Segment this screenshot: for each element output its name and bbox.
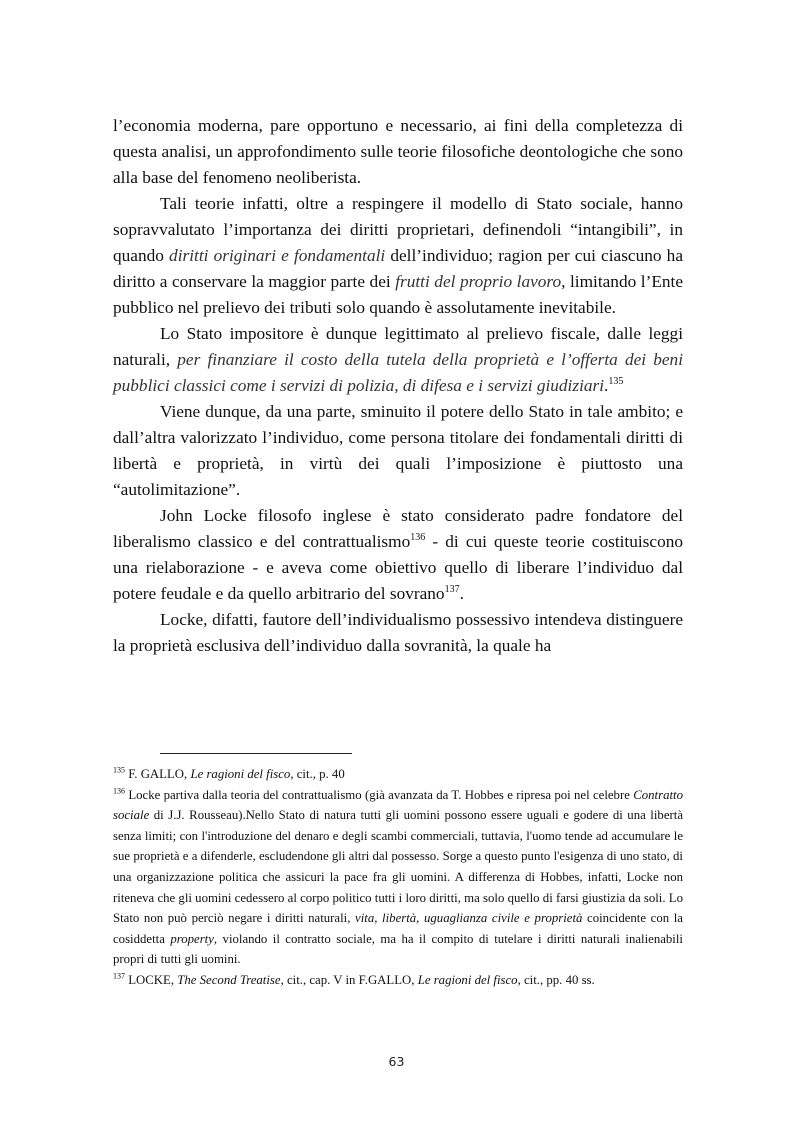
footnote-ref-136[interactable]: 136 — [410, 532, 426, 544]
page-number: 63 — [388, 1054, 405, 1069]
footnote-number: 137 — [113, 971, 125, 981]
paragraph-2: Tali teorie infatti, oltre a respingere il modello di Stato sociale, hanno sopravvalutato l’importanza dei diritti proprietari, definendoli “intangibili”, in quando diritti originari e fondamentali dell’individuo; ragion per cui ciascuno ha diritto a conservare la maggior parte dei frutti del proprio lavoro, limitando l’Ente pubblico nel prelievo dei tributi solo quando è assolutamente inevitabile. — [113, 194, 683, 317]
paragraph-6: Locke, difatti, fautore dell’individualismo possessivo intendeva distinguere la proprietà esclusiva dell’individuo dalla sovranità, la quale ha — [113, 610, 683, 655]
paragraph-5: John Locke filosofo inglese è stato considerato padre fondatore del liberalismo classico e del contrattualismo$^{136}$ - di cui queste teorie costituiscono una rielaborazione - e aveva come obiettivo quello di liberare l’individuo dal potere feudale e da quello arbitrario del sovrano$^{137}$. — [113, 506, 683, 603]
italic-phrase: frutti del proprio lavoro — [395, 272, 562, 291]
footnote-number: 136 — [113, 786, 125, 796]
main-text — [113, 113, 683, 659]
footnote-separator — [160, 753, 352, 754]
paragraph-4: Viene dunque, da una parte, sminuito il potere dello Stato in tale ambito; e dall’altra valorizzato l’individuo, come persona titolare dei fondamentali diritti di libertà e proprietà, in virtù dei quali l’imposizione è piuttosto una “autolimitazione”. — [113, 402, 683, 499]
footnote-135: $^{135}$ F. GALLO, Le ragioni del fisco, cit., p. 40 — [113, 765, 345, 781]
paragraph-1: l’economia moderna, pare opportuno e necessario, ai fini della completezza di questa analisi, un approfondimento sulle teorie filosofiche deontologiche che sono alla base del fenomeno neoliberista. — [113, 116, 683, 187]
footnote-136: $^{136}$ Locke partiva dalla teoria del contrattualismo (già avanzata da T. Hobbes e ripresa poi nel celebre Contratto sociale di J.J. Rousseau).Nello Stato di natura tutti gli uomini possono essere uguali e godere di una libertà senza limiti; con l'introduzione del denaro e degli scambi commerciali, tuttavia, l'uomo tende ad accumulare le sue proprietà e a difenderle, escludendone gli altri dal possesso. Sorge a questo punto l'esigenza di uno stato, di una organizzazione politica che assicuri la pace fra gli uomini. A differenza di Hobbes, infatti, Locke non riteneva che gli uomini cedessero al corpo politico tutti i loro diritti, ma solo quello di farsi giustizia da soli. Lo Stato non può perciò negare i diritti naturali, vita, libertà, uguaglianza civile e proprietà coincidente con la cosiddetta property, violando il contratto sociale, ma ha il compito di tutelare i diritti naturali inalienabili propri di tutti gli uomini. — [113, 786, 683, 967]
italic-phrase: diritti originari e fondamentali — [169, 246, 386, 265]
footnotes — [113, 764, 683, 991]
footnote-ref-135[interactable]: 135 — [608, 376, 624, 388]
footnote-137: $^{137}$ LOCKE, The Second Treatise, cit., cap. V in F.GALLO, Le ragioni del fisco, cit., pp. 40 ss. — [113, 971, 595, 987]
paragraph-3: Lo Stato impositore è dunque legittimato al prelievo fiscale, dalle leggi naturali, per finanziare il costo della tutela della proprietà e l’offerta dei beni pubblici classici come i servizi di polizia, di difesa e i servizi giudiziari.$^{135}$ — [113, 324, 683, 395]
italic-quote: per finanziare il costo della tutela della proprietà e l’offerta dei beni pubblici classici come i servizi di polizia, di difesa e i servizi giudiziari — [113, 350, 683, 395]
footnote-ref-137[interactable]: 137 — [444, 584, 460, 596]
footnote-number: 135 — [113, 765, 125, 775]
